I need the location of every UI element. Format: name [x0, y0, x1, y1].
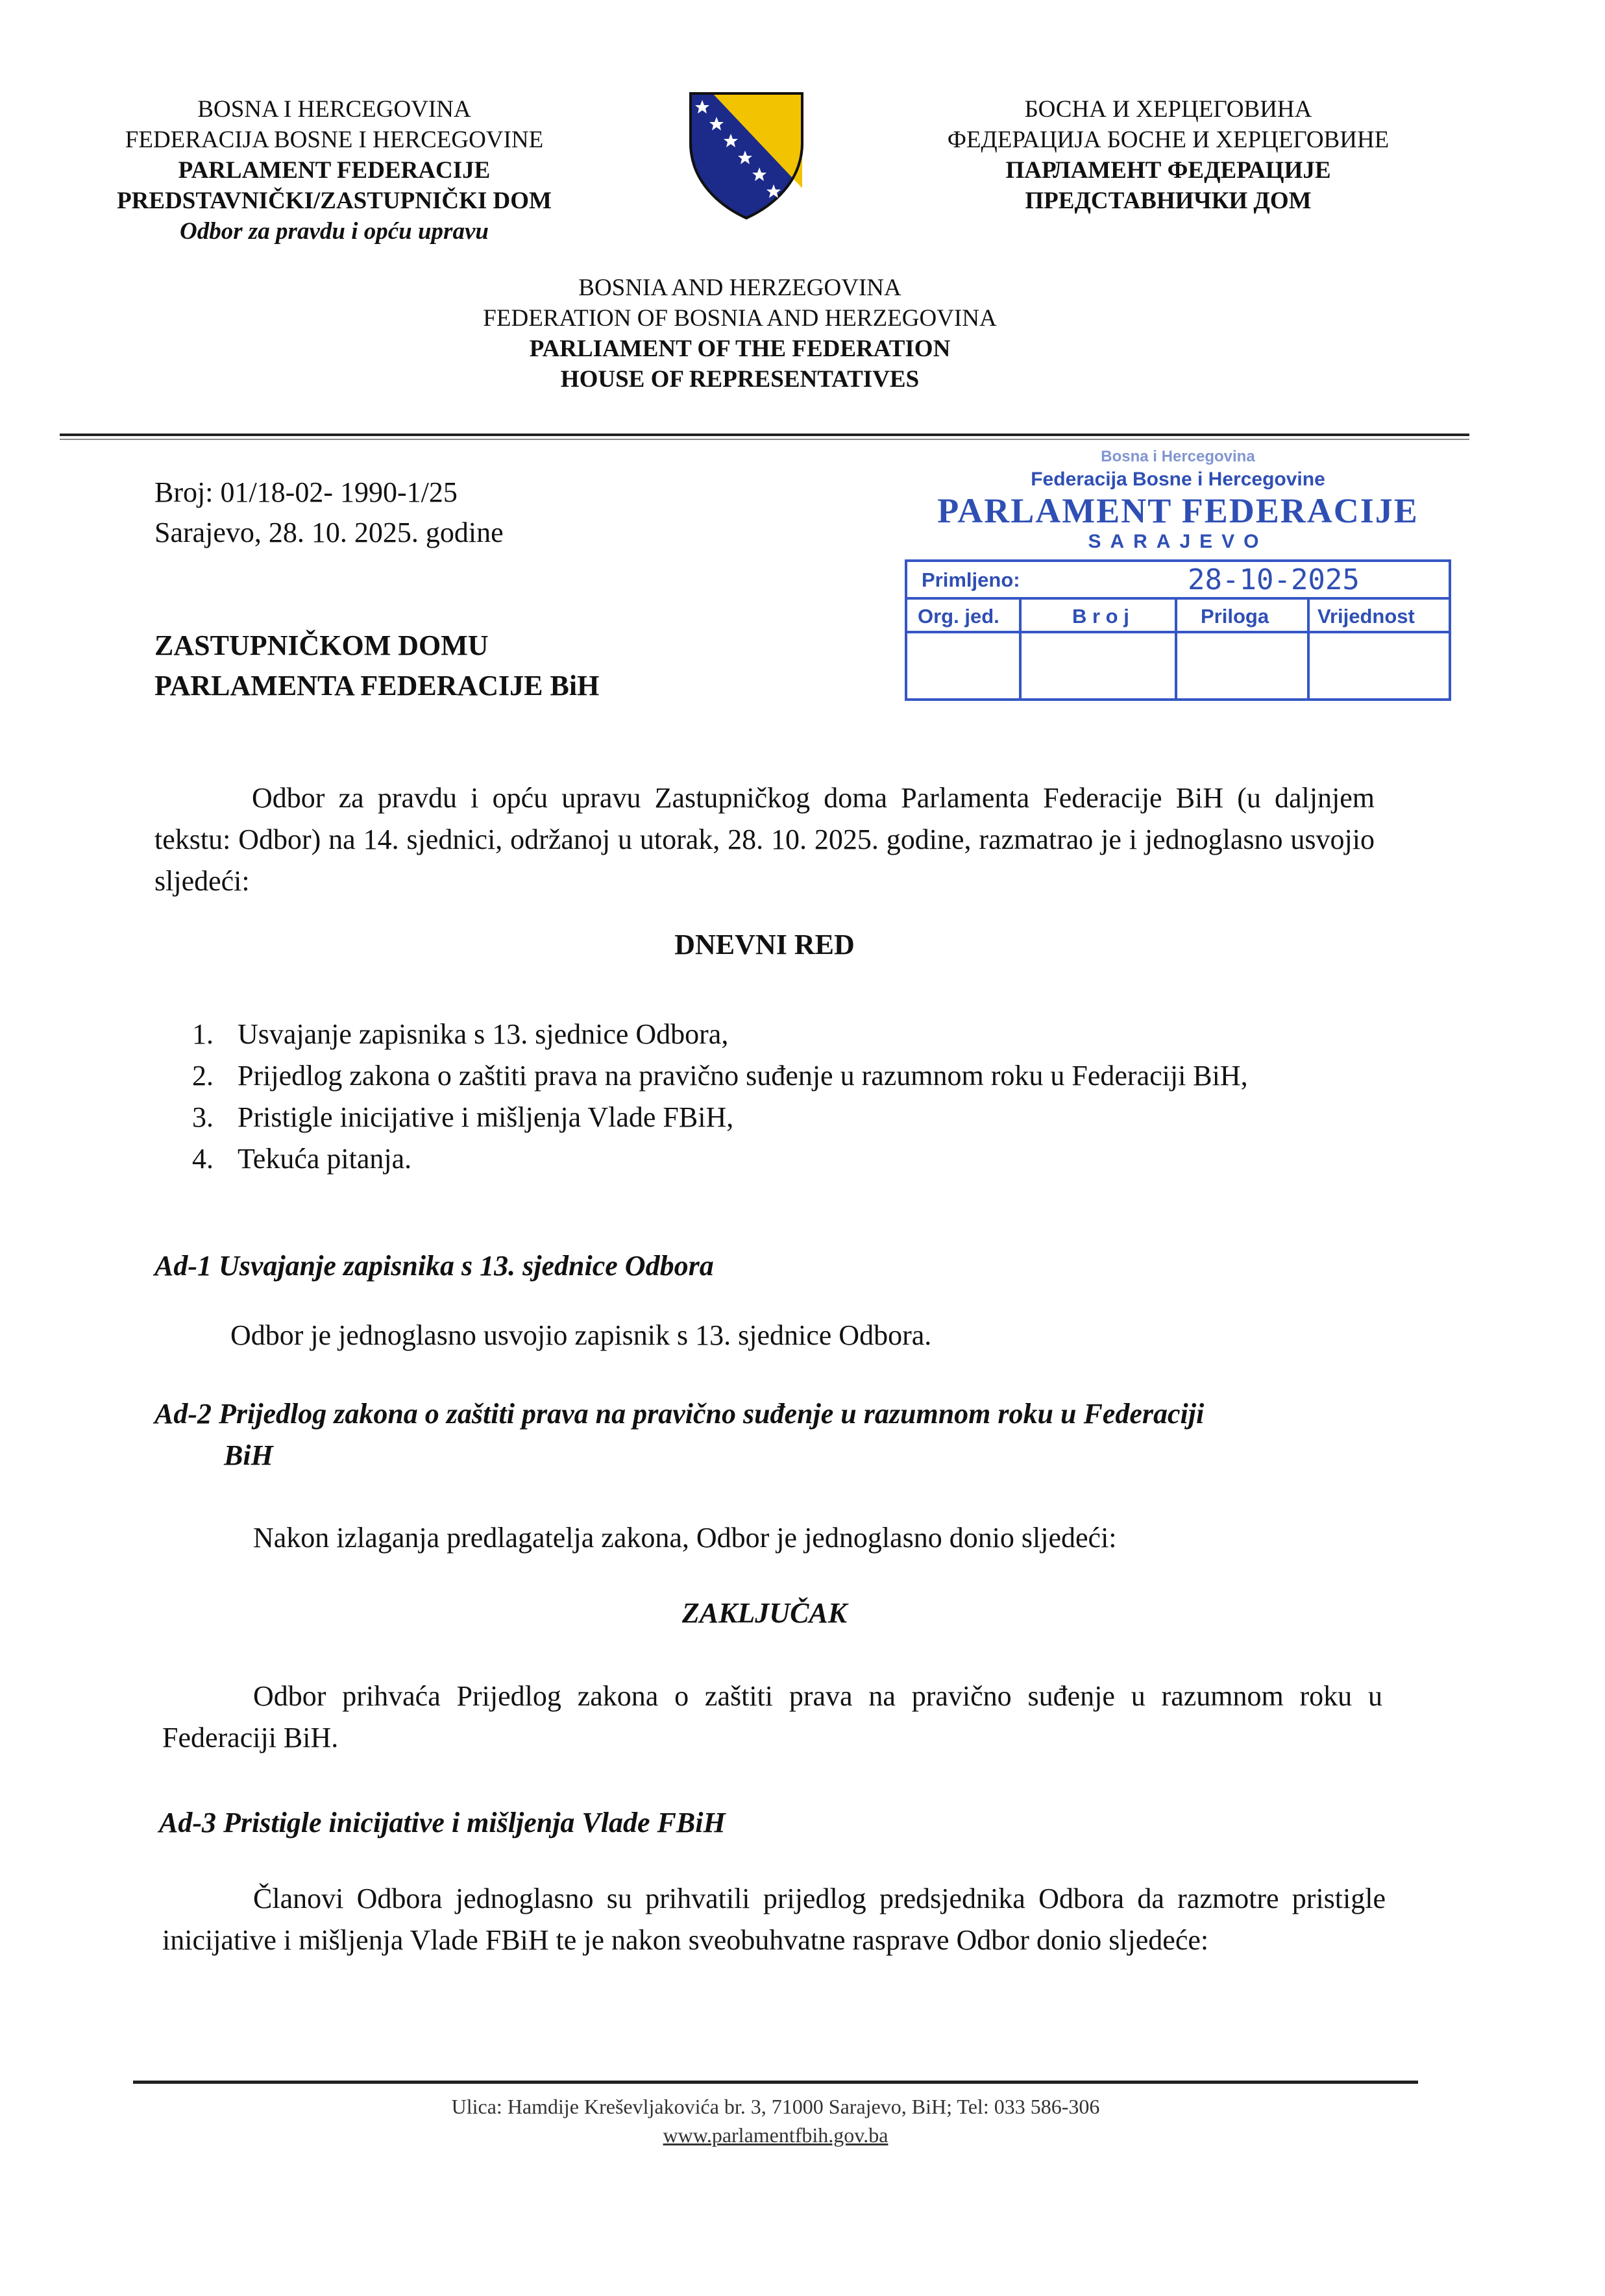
header-center-line2: FEDERATION OF BOSNIA AND HERZEGOVINA: [483, 305, 997, 332]
header-divider-thin: [60, 439, 1469, 440]
stamp-col3-label: Priloga: [1201, 605, 1269, 628]
header-left-line3: PARLAMENT FEDERACIJE: [178, 157, 491, 184]
stamp-line4: SARAJEVO: [1088, 531, 1268, 552]
header-right-line2: ФЕДЕРАЦИЈА БОСНЕ И ХЕРЦЕГОВИНЕ: [947, 127, 1390, 153]
stamp-col1-label: Org. jed.: [918, 605, 999, 628]
header-right: [909, 94, 1428, 216]
header-right-line4: ПРЕДСТАВНИЧКИ ДОМ: [1025, 188, 1312, 214]
footer-divider: [133, 2081, 1418, 2084]
stamp-col2-label: B r o j: [1072, 605, 1129, 628]
ad2-heading-cont: BiH: [224, 1439, 273, 1471]
header-right-line1: БОСНА И ХЕРЦЕГОВИНА: [1024, 96, 1312, 123]
conclusion-text: Odbor prihvaća Prijedlog zakona o zaštiti prava na pravično suđenje u razumnom roku u Federaciji BiH.: [162, 1680, 1382, 1753]
footer-website-wrap: [133, 2123, 1418, 2147]
reference-number: Broj: 01/18-02- 1990-1/25: [154, 476, 458, 508]
header-left-line1: BOSNA I HERCEGOVINA: [197, 96, 471, 123]
header-center-line1: BOSNIA AND HERZEGOVINA: [578, 275, 901, 301]
stamp-line3: PARLAMENT FEDERACIJE: [937, 491, 1419, 530]
ad1-heading: Ad-1 Usvajanje zapisnika s 13. sjednice Odbora: [154, 1250, 714, 1282]
header-center-line4: HOUSE OF REPRESENTATIVES: [560, 366, 920, 393]
addressee-line2: PARLAMENTA FEDERACIJE BiH: [154, 670, 600, 702]
header-left-line2: FEDERACIJA BOSNE I HERCEGOVINE: [125, 127, 544, 153]
conclusion-title: ZAKLJUČAK: [681, 1597, 848, 1629]
agenda-title: DNEVNI RED: [674, 929, 855, 960]
stamp-line1: Bosna i Hercegovina: [1101, 448, 1255, 465]
header-left: [65, 94, 604, 247]
received-stamp: [902, 448, 1454, 714]
stamp-received-date: 28-10-2025: [1188, 563, 1360, 596]
stamp-received-label: Primljeno:: [922, 568, 1020, 591]
ad2-text: Nakon izlaganja predlagatelja zakona, Odbor je jednoglasno donio sljedeći:: [253, 1522, 1117, 1554]
footer-address: Ulica: Hamdije Kreševljakovića br. 3, 71000 Sarajevo, BiH; Tel: 033 586-306: [451, 2095, 1100, 2118]
reference-date: Sarajevo, 28. 10. 2025. godine: [154, 517, 504, 548]
ad3-heading: Ad-3 Pristigle inicijative i mišljenja Vlade FBiH: [159, 1807, 726, 1838]
header-center-line3: PARLIAMENT OF THE FEDERATION: [529, 336, 951, 362]
intro-paragraph: Odbor za pravdu i opću upravu Zastupničkog doma Parlamenta Federacije BiH (u daljnjem tekstu: Odbor) na 14. sjednici, održanoj u utorak, 28. 10. 2025. godine, razmatrao je i jednoglasno usvojio sljedeći:: [154, 782, 1375, 897]
addressee-line1: ZASTUPNIČKOM DOMU: [154, 629, 489, 661]
list-item: 4. Tekuća pitanja.: [192, 1143, 412, 1175]
list-item: 1. Usvajanje zapisnika s 13. sjednice Odbora,: [192, 1018, 729, 1050]
coat-of-arms-icon: [688, 91, 805, 221]
agenda-list: [192, 1014, 1248, 1180]
stamp-col4-label: Vrijednost: [1317, 605, 1415, 628]
header-divider: [60, 434, 1469, 436]
addressee-block: [154, 626, 599, 706]
list-item: 3. Pristigle inicijative i mišljenja Vlade FBiH,: [192, 1101, 734, 1133]
list-item: 2. Prijedlog zakona o zaštiti prava na pravično suđenje u razumnom roku u Federaciji BiH,: [192, 1060, 1248, 1092]
reference-block: [154, 472, 504, 553]
header-center: [415, 273, 1064, 395]
header-left-line5: Odbor za pravdu i opću upravu: [180, 218, 489, 245]
ad2-heading: Ad-2 Prijedlog zakona o zaštiti prava na pravično suđenje u razumnom roku u Federaciji: [154, 1398, 1205, 1430]
ad1-text: Odbor je jednoglasno usvojio zapisnik s 13. sjednice Odbora.: [230, 1319, 932, 1351]
header-right-line3: ПАРЛАМЕНТ ФЕДЕРАЦИЈЕ: [1005, 157, 1331, 184]
footer-website-link[interactable]: www.parlamentfbih.gov.ba: [663, 2123, 888, 2147]
stamp-line2: Federacija Bosne i Hercegovine: [1031, 469, 1325, 490]
header-left-line4: PREDSTAVNIČKI/ZASTUPNIČKI DOM: [117, 188, 552, 214]
ad3-text: Članovi Odbora jednoglasno su prihvatili prijedlog predsjednika Odbora da razmotre pristigle inicijative i mišljenja Vlade FBiH te je nakon sveobuhvatne rasprave Odbor donio sljedeće:: [162, 1883, 1386, 1956]
